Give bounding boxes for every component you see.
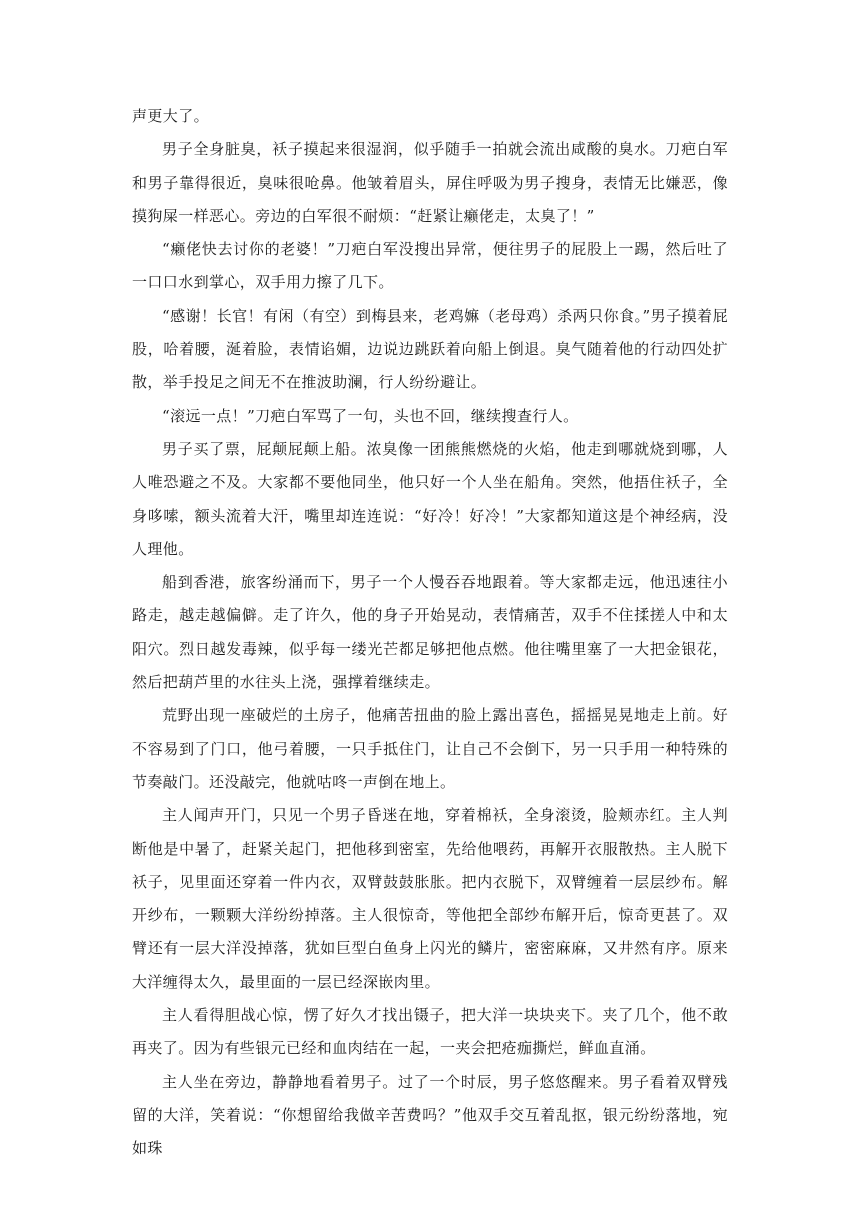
paragraph: “癞佬快去讨你的老婆！”刀疤白军没搜出异常，便往男子的屁股上一踢，然后吐了一口口水到掌心，双手用力擦了几下。 — [132, 240, 728, 292]
document-page — [132, 100, 728, 1166]
paragraph: 荒野出现一座破烂的土房子，他痛苦扭曲的脸上露出喜色，摇摇晃晃地走上前。好不容易到了门口，他弓着腰，一只手抵住门，让自己不会倒下，另一只手用一种特殊的节奏敲门。还没敲完，他就咕咚一声倒在地上。 — [132, 706, 728, 791]
paragraph-continuation: 声更大了。 — [132, 107, 210, 125]
paragraph: 主人闻声开门，只见一个男子昏迷在地，穿着棉袄，全身滚烫，脸颊赤红。主人判断他是中暑了，赶紧关起门，把他移到密室，先给他喂药，再解开衣服散热。主人脱下袄子，见里面还穿着一件内衣，双臂鼓鼓胀胀。把内衣脱下，双臂缠着一层层纱布。解开纱布，一颗颗大洋纷纷掉落。主人很惊奇，等他把全部纱布解开后，惊奇更甚了。双臂还有一层大洋没掉落，犹如巨型白鱼身上闪光的鳞片，密密麻麻，又井然有序。原来大洋缠得太久，最里面的一层已经深嵌肉里。 — [132, 806, 728, 991]
paragraph: 男子买了票，屁颠屁颠上船。浓臭像一团熊熊燃烧的火焰，他走到哪就烧到哪，人人唯恐避之不及。大家都不要他同坐，他只好一个人坐在船角。突然，他捂住袄子，全身哆嗦，额头流着大汗，嘴里却连连说：“好冷！好冷！”大家都知道这是个神经病，没人理他。 — [132, 439, 728, 558]
paragraph: 男子全身脏臭，袄子摸起来很湿润，似乎随手一拍就会流出咸酸的臭水。刀疤白军和男子靠得很近，臭味很呛鼻。他皱着眉头，屏住呼吸为男子搜身，表情无比嫌恶，像摸狗屎一样恶心。旁边的白军很不耐烦：“赶紧让癞佬走，太臭了！” — [132, 140, 728, 225]
paragraph: 主人坐在旁边，静静地看着男子。过了一个时辰，男子悠悠醒来。男子看着双臂残留的大洋，笑着说：“你想留给我做辛苦费吗？”他双手交互着乱抠，银元纷纷落地，宛如珠 — [132, 1072, 728, 1158]
paragraph: 船到香港，旅客纷涌而下，男子一个人慢吞吞地跟着。等大家都走远，他迅速往小路走，越走越偏僻。走了许久，他的身子开始晃动，表情痛苦，双手不住揉搓人中和太阳穴。烈日越发毒辣，似乎每一缕光芒都足够把他点燃。他往嘴里塞了一大把金银花，然后把葫芦里的水往头上浇，强撑着继续走。 — [132, 573, 728, 692]
paragraph: “感谢！长官！有闲（有空）到梅县来，老鸡嫲（老母鸡）杀两只你食。”男子摸着屁股，哈着腰，涎着脸，表情谄媚，边说边跳跃着向船上倒退。臭气随着他的行动四处扩散，举手投足之间无不在推波助澜，行人纷纷避让。 — [132, 306, 728, 392]
paragraph: 主人看得胆战心惊，愣了好久才找出镊子，把大洋一块块夹下。夹了几个，他不敢再夹了。因为有些银元已经和血肉结在一起，一夹会把疮痂撕烂，鲜血直涌。 — [132, 1006, 728, 1058]
paragraph: “滚远一点！”刀疤白军骂了一句，头也不回，继续搜查行人。 — [162, 406, 579, 425]
